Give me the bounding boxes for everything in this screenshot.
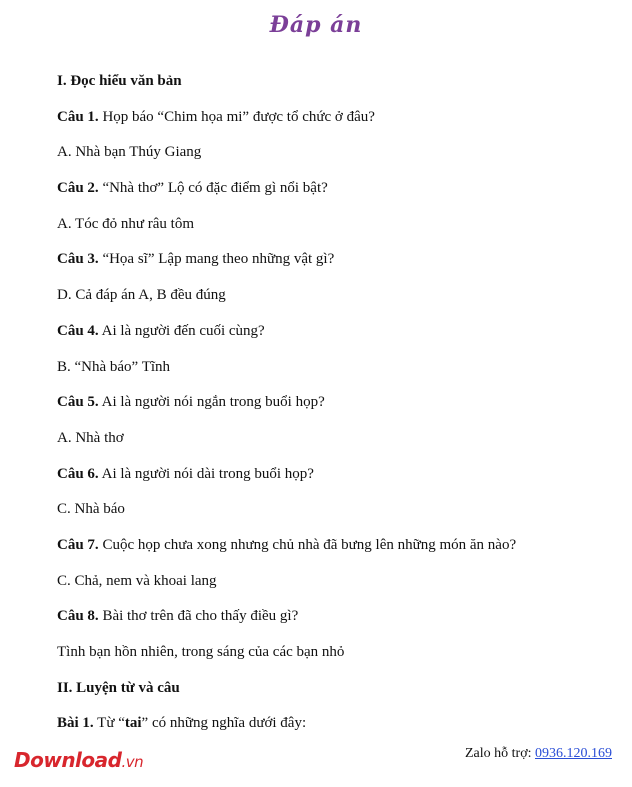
answer-6 xyxy=(57,499,617,535)
question-text: Ai là người nói dài trong buổi họp? xyxy=(98,465,314,482)
answer-text: A. Tóc đỏ như râu tôm xyxy=(57,215,194,232)
section-heading-text: II. Luyện từ và câu xyxy=(57,679,180,696)
question-text: Họp báo “Chim họa mi” được tổ chức ở đâu? xyxy=(98,108,375,125)
question-label: Câu 8. xyxy=(57,608,99,625)
logo-domain: .vn xyxy=(121,753,144,771)
answer-3 xyxy=(57,285,617,321)
answer-1 xyxy=(57,142,617,178)
question-7 xyxy=(57,535,617,571)
answer-text: D. Cả đáp án A, B đều đúng xyxy=(57,287,226,304)
question-text: Cuộc họp chưa xong nhưng chủ nhà đã bưng lên những món ăn nào? xyxy=(98,536,517,553)
question-1 xyxy=(57,107,617,143)
question-text: Ai là người đến cuối cùng? xyxy=(98,322,265,339)
logo-text: Download xyxy=(14,748,122,772)
answer-text: C. Nhà báo xyxy=(57,501,125,518)
question-6 xyxy=(57,464,617,500)
question-2 xyxy=(57,178,617,214)
exercise-keyword: tai xyxy=(124,715,142,732)
support-phone-link[interactable]: 0936.120.169 xyxy=(535,746,612,761)
answer-8 xyxy=(57,642,617,678)
question-label: Câu 4. xyxy=(57,322,99,339)
section-heading-text: I. Đọc hiểu văn bản xyxy=(57,73,182,89)
exercise-1 xyxy=(57,713,617,749)
answer-7 xyxy=(57,571,617,607)
question-label: Câu 3. xyxy=(57,251,99,268)
exercise-label: Bài 1. xyxy=(57,715,94,732)
question-label: Câu 5. xyxy=(57,394,99,411)
question-label: Câu 2. xyxy=(57,180,99,197)
question-label: Câu 1. xyxy=(57,108,99,125)
answer-text: Tình bạn hồn nhiên, trong sáng của các bạn nhỏ xyxy=(57,644,345,660)
answer-text: A. Nhà bạn Thúy Giang xyxy=(57,144,202,161)
answer-content xyxy=(57,71,617,749)
exercise-text-tail: ” có những nghĩa dưới đây: xyxy=(141,715,307,732)
download-logo[interactable] xyxy=(14,748,143,772)
answer-text: A. Nhà thơ xyxy=(57,429,124,446)
question-text: Ai là người nói ngắn trong buổi họp? xyxy=(98,394,325,411)
question-label: Câu 6. xyxy=(57,465,99,482)
page-title: Đáp án xyxy=(269,12,363,38)
answer-5 xyxy=(57,428,617,464)
question-4 xyxy=(57,321,617,357)
question-text: “Họa sĩ” Lập mang theo những vật gì? xyxy=(98,251,335,268)
question-5 xyxy=(57,392,617,428)
question-label: Câu 7. xyxy=(57,536,99,553)
support-label: Zalo hỗ trợ: xyxy=(465,746,535,761)
support-contact xyxy=(465,746,612,762)
section-heading-reading xyxy=(57,71,617,107)
answer-2 xyxy=(57,214,617,250)
question-text: Bài thơ trên đã cho thấy điều gì? xyxy=(98,608,299,625)
question-8 xyxy=(57,606,617,642)
question-text: “Nhà thơ” Lộ có đặc điểm gì nổi bật? xyxy=(98,180,328,197)
answer-text: B. “Nhà báo” Tĩnh xyxy=(57,358,171,375)
answer-4 xyxy=(57,357,617,393)
exercise-text: Từ “ xyxy=(93,715,125,732)
answer-text: C. Chả, nem và khoai lang xyxy=(57,572,217,589)
section-heading-vocabulary xyxy=(57,678,617,714)
question-3 xyxy=(57,249,617,285)
